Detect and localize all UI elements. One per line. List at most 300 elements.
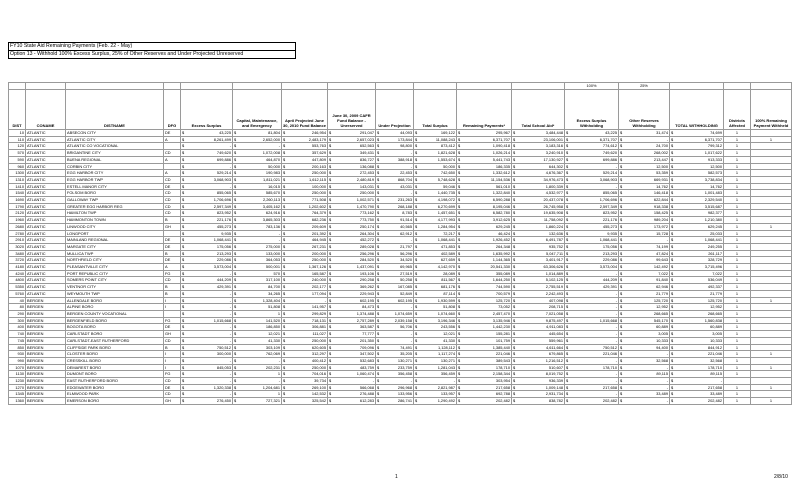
cell-value: 1,290,492: [437, 398, 455, 404]
dollar-sign: $: [234, 197, 237, 203]
table-cell: [670, 130, 724, 137]
cell-value: -: [666, 136, 668, 142]
cell-value: 1: [277, 371, 280, 377]
dollar-sign: $: [566, 156, 569, 162]
cell-value: 89,115: [656, 371, 668, 377]
cell-value: 1,284,954: [437, 223, 455, 229]
cell-value: 250,000: [311, 190, 326, 196]
cell-value: 1,009,148: [545, 384, 563, 390]
table-cell: [414, 371, 457, 378]
table-cell: 1960: [9, 217, 26, 224]
table-cell: [457, 223, 512, 230]
dollar-sign: $: [377, 130, 380, 135]
cell-value: 14,762: [710, 183, 722, 189]
dollar-sign: $: [458, 310, 461, 316]
table-cell: [457, 344, 512, 351]
cell-value: 201,350: [359, 337, 374, 343]
dollar-sign: $: [566, 317, 569, 323]
table-cell: [619, 304, 670, 311]
dollar-sign: $: [458, 351, 461, 357]
table-cell: DE: [164, 130, 181, 137]
empty-cell: [181, 83, 233, 90]
dollar-sign: $: [415, 331, 418, 337]
cell-value: 536,049: [707, 277, 722, 283]
table-cell: [181, 217, 233, 224]
dollar-sign: $: [329, 331, 332, 337]
dollar-sign: $: [458, 364, 461, 370]
table-cell: [233, 310, 282, 317]
table-cell: [512, 371, 565, 378]
cell-value: 356,459: [440, 371, 455, 377]
table-cell: 1: [724, 150, 751, 157]
dollar-sign: $: [377, 337, 380, 343]
table-cell: HAMILTON TWP: [66, 210, 164, 217]
dollar-sign: $: [620, 297, 623, 303]
cell-value: 41,330: [443, 337, 455, 343]
table-cell: GH: [164, 331, 181, 338]
table-cell: [751, 130, 792, 137]
cell-value: 1,072,008: [262, 150, 280, 156]
table-cell: PLEASANTVILLE CITY: [66, 264, 164, 271]
table-row: [9, 243, 792, 250]
cell-value: 39,734: [314, 378, 326, 384]
cell-value: -: [615, 337, 617, 343]
dollar-sign: $: [671, 364, 674, 370]
table-cell: [181, 331, 233, 338]
table-cell: [328, 257, 376, 264]
table-cell: [376, 210, 414, 217]
cell-value: 10,333: [656, 337, 668, 343]
dollar-sign: $: [513, 257, 516, 263]
table-cell: [414, 264, 457, 271]
table-cell: [751, 217, 792, 224]
dollar-sign: $: [182, 351, 185, 357]
dollar-sign: $: [513, 163, 516, 169]
table-cell: [328, 378, 376, 385]
table-cell: [376, 297, 414, 304]
table-cell: 570: [9, 150, 26, 157]
table-row: [9, 223, 792, 230]
table-cell: [751, 150, 792, 157]
cell-value: 627,659: [440, 257, 455, 263]
dollar-sign: $: [283, 217, 286, 223]
table-cell: [233, 304, 282, 311]
dollar-sign: $: [283, 384, 286, 390]
cell-value: 2,242,493: [545, 290, 563, 296]
table-cell: [164, 310, 181, 317]
table-cell: ATLANTIC: [26, 130, 66, 137]
cell-value: 47,824: [656, 250, 668, 256]
cell-value: 202,482: [707, 398, 722, 404]
cell-value: 3,484,448: [545, 130, 563, 135]
table-cell: [565, 150, 619, 157]
table-cell: [328, 143, 376, 150]
table-cell: [751, 277, 792, 284]
table-cell: [565, 264, 619, 271]
table-row: [9, 156, 792, 163]
table-cell: FOLSOM BORO: [66, 190, 164, 197]
table-cell: [282, 136, 328, 143]
column-header: Under Projection: [376, 90, 414, 130]
dollar-sign: $: [329, 277, 332, 283]
table-cell: EGG HARBOR TWP: [66, 176, 164, 183]
dollar-sign: $: [415, 190, 418, 196]
cell-value: 175,056: [602, 243, 617, 249]
table-cell: BERGEN: [26, 324, 66, 331]
cell-value: 12,500: [656, 163, 668, 169]
table-cell: 1: [724, 237, 751, 244]
table-cell: [670, 277, 724, 284]
cell-value: 6,491,787: [545, 237, 563, 243]
table-cell: [181, 176, 233, 183]
dollar-sign: $: [458, 384, 461, 390]
cell-value: 1,811,021: [262, 176, 280, 182]
dollar-sign: $: [283, 183, 286, 189]
column-header: TOTAL WITHHOLDING: [670, 90, 724, 130]
cell-value: 33,489: [710, 391, 722, 397]
cell-value: 133,956: [397, 391, 412, 397]
table-cell: FG: [164, 317, 181, 324]
dollar-sign: $: [620, 398, 623, 404]
empty-cell: [670, 83, 724, 90]
table-cell: [512, 398, 565, 405]
dollar-sign: $: [458, 217, 461, 223]
dollar-sign: $: [283, 150, 286, 156]
cell-value: 169,122: [440, 130, 455, 135]
cell-value: 17,130,927: [543, 156, 563, 162]
cell-value: 22,453: [400, 170, 412, 176]
table-cell: [328, 364, 376, 371]
cell-value: 130,271: [397, 357, 412, 363]
dollar-sign: $: [671, 183, 674, 189]
dollar-sign: $: [415, 351, 418, 357]
table-cell: [233, 237, 282, 244]
column-header: Excess Surplus: [181, 90, 233, 130]
table-cell: [670, 371, 724, 378]
dollar-sign: $: [513, 210, 516, 216]
dollar-sign: $: [513, 203, 516, 209]
cell-value: 1,015,668: [213, 317, 231, 323]
column-header: Capital, Maintenance, and Emergency: [233, 90, 282, 130]
cell-value: 173,844: [397, 136, 412, 142]
cell-value: 250,000: [311, 337, 326, 343]
cell-value: 4,911,083: [545, 324, 563, 330]
table-cell: [414, 317, 457, 324]
cell-value: 23,106,001: [543, 136, 563, 142]
table-cell: [565, 284, 619, 291]
cell-value: 464,945: [311, 237, 326, 243]
table-cell: [670, 176, 724, 183]
cell-value: -: [229, 391, 231, 397]
dollar-sign: $: [671, 136, 674, 142]
cell-value: 1,068,441: [704, 237, 722, 243]
dollar-sign: $: [234, 344, 237, 350]
table-cell: [282, 210, 328, 217]
dollar-sign: $: [182, 398, 185, 404]
cell-value: 221,046: [495, 351, 510, 357]
cell-value: 33,489: [656, 391, 668, 397]
dollar-sign: $: [182, 290, 185, 296]
table-cell: ATLANTIC CO VOCATIONAL: [66, 143, 164, 150]
table-cell: [414, 331, 457, 338]
table-cell: DE: [164, 384, 181, 391]
dollar-sign: $: [671, 398, 674, 404]
table-cell: [670, 357, 724, 364]
cell-value: 303,954: [495, 378, 510, 384]
table-cell: [619, 290, 670, 297]
dollar-sign: $: [415, 203, 418, 209]
table-cell: [619, 170, 670, 177]
table-cell: [282, 304, 328, 311]
cell-value: 296,968: [397, 384, 412, 390]
table-cell: [376, 136, 414, 143]
dollar-sign: $: [620, 176, 623, 182]
cell-value: -: [229, 337, 231, 343]
table-cell: [670, 331, 724, 338]
table-cell: [328, 371, 376, 378]
table-cell: [512, 284, 565, 291]
cell-value: 14,762: [656, 183, 668, 189]
table-cell: ATLANTIC: [26, 136, 66, 143]
table-cell: [328, 297, 376, 304]
table-cell: [328, 210, 376, 217]
dollar-sign: $: [620, 317, 623, 323]
dollar-sign: $: [620, 150, 623, 156]
cell-value: 91,514: [400, 217, 412, 223]
cell-value: 231,263: [397, 197, 412, 203]
dollar-sign: $: [329, 243, 332, 249]
dollar-sign: $: [415, 223, 418, 229]
dollar-sign: $: [620, 357, 623, 363]
table-cell: [457, 250, 512, 257]
dollar-sign: $: [458, 163, 461, 169]
cell-value: 585,670: [265, 190, 280, 196]
table-cell: [181, 310, 233, 317]
dollar-sign: $: [182, 143, 185, 149]
table-cell: [414, 270, 457, 277]
dollar-sign: $: [620, 264, 623, 270]
cell-value: 20,541,330: [490, 264, 510, 270]
table-cell: I: [164, 364, 181, 371]
dollar-sign: $: [415, 150, 418, 156]
table-cell: ATLANTIC: [26, 250, 66, 257]
table-cell: 1: [724, 371, 751, 378]
dollar-sign: $: [377, 230, 380, 236]
dollar-sign: $: [283, 170, 286, 176]
cell-value: 8,261,499: [213, 136, 231, 142]
dollar-sign: $: [377, 170, 380, 176]
table-cell: [282, 357, 328, 364]
table-cell: [282, 230, 328, 237]
cell-value: 644,302: [548, 163, 563, 169]
table-cell: [376, 344, 414, 351]
table-cell: [565, 203, 619, 210]
cell-value: -: [666, 398, 668, 404]
table-cell: [619, 391, 670, 398]
cell-value: 727,321: [265, 398, 280, 404]
dollar-sign: $: [671, 344, 674, 350]
cell-value: 529,214: [602, 170, 617, 176]
table-row: [9, 170, 792, 177]
cell-value: 388,918: [397, 156, 412, 162]
table-row: [9, 364, 792, 371]
cell-value: 74,199: [656, 243, 668, 249]
table-cell: [414, 130, 457, 137]
cell-value: 21,779: [656, 290, 668, 296]
dollar-sign: $: [234, 270, 237, 276]
cell-value: 50,000: [268, 163, 280, 169]
table-cell: GH: [164, 223, 181, 230]
dollar-sign: $: [283, 324, 286, 330]
cell-value: 749,620: [602, 150, 617, 156]
table-cell: [512, 136, 565, 143]
dollar-sign: $: [182, 384, 185, 390]
table-cell: [328, 290, 376, 297]
cell-value: 290,258: [359, 277, 374, 283]
cell-value: 173,972: [653, 223, 668, 229]
table-cell: [328, 197, 376, 204]
cell-value: 43,225: [605, 130, 617, 135]
cell-value: 59,046: [443, 183, 455, 189]
cell-value: 2,757,289: [356, 317, 374, 323]
cell-value: 233,759: [397, 364, 412, 370]
dollar-sign: $: [415, 270, 418, 276]
table-cell: [233, 143, 282, 150]
cell-value: 289,028: [359, 243, 374, 249]
cell-value: 217,658: [707, 384, 722, 390]
table-cell: [328, 217, 376, 224]
table-cell: [282, 270, 328, 277]
table-cell: 1: [724, 270, 751, 277]
cell-value: 4,676,367: [545, 170, 563, 176]
table-cell: [181, 203, 233, 210]
cell-value: 202,482: [602, 398, 617, 404]
cell-value: 629,245: [707, 223, 722, 229]
table-cell: BERGEN: [26, 391, 66, 398]
table-cell: [376, 391, 414, 398]
cell-value: 31,474: [656, 130, 668, 135]
dollar-sign: $: [415, 243, 418, 249]
table-cell: ATLANTIC: [26, 176, 66, 183]
cell-value: 221,046: [707, 351, 722, 357]
table-row: [9, 304, 792, 311]
table-cell: [414, 163, 457, 170]
table-cell: [233, 190, 282, 197]
cell-value: 3,865,303: [262, 217, 280, 223]
table-cell: EDGEWATER BORO: [66, 384, 164, 391]
cell-value: 268,665: [653, 310, 668, 316]
cell-value: 771,508: [311, 197, 326, 203]
table-cell: [376, 398, 414, 405]
table-cell: ATLANTIC: [26, 277, 66, 284]
table-cell: [670, 384, 724, 391]
table-cell: [751, 371, 792, 378]
table-cell: CD: [164, 337, 181, 344]
table-cell: EGG HARBOR CITY: [66, 170, 164, 177]
dollar-sign: $: [415, 324, 418, 330]
cell-value: 200,000: [311, 250, 326, 256]
dollar-sign: $: [513, 143, 516, 149]
table-cell: [233, 324, 282, 331]
table-cell: [565, 136, 619, 143]
table-cell: [670, 364, 724, 371]
table-cell: [282, 130, 328, 137]
table-cell: [457, 297, 512, 304]
cell-value: 3,196,346: [437, 317, 455, 323]
dollar-sign: $: [458, 210, 461, 216]
table-cell: [619, 156, 670, 163]
table-cell: FG: [164, 270, 181, 277]
table-cell: [670, 398, 724, 405]
cell-value: 699,886: [216, 156, 231, 162]
table-cell: [751, 203, 792, 210]
cell-value: 838,782: [548, 398, 563, 404]
dollar-sign: $: [671, 223, 674, 229]
cell-value: 1: [277, 310, 280, 316]
table-cell: [282, 324, 328, 331]
table-cell: [670, 143, 724, 150]
table-cell: [751, 357, 792, 364]
dollar-sign: $: [329, 190, 332, 196]
table-cell: EAST RUTHERFORD BORO: [66, 378, 164, 385]
cell-value: 844,912: [707, 344, 722, 350]
cell-value: 295,967: [495, 130, 510, 135]
table-cell: [181, 210, 233, 217]
table-cell: [181, 183, 233, 190]
dollar-sign: $: [329, 250, 332, 256]
dollar-sign: $: [329, 156, 332, 162]
cell-value: 718,131: [311, 317, 326, 323]
table-cell: 1: [724, 304, 751, 311]
dollar-sign: $: [415, 384, 418, 390]
table-cell: [565, 384, 619, 391]
table-cell: [181, 317, 233, 324]
cell-value: -: [410, 331, 412, 337]
table-cell: 1: [724, 284, 751, 291]
table-cell: [414, 197, 457, 204]
table-cell: [164, 230, 181, 237]
cell-value: 133,957: [440, 391, 455, 397]
dollar-sign: $: [234, 317, 237, 323]
cell-value: 328,729: [707, 257, 722, 263]
cell-value: -: [666, 351, 668, 357]
cell-value: 325,542: [311, 398, 326, 404]
dollar-sign: $: [283, 130, 286, 135]
cell-value: 1,322,840: [492, 190, 510, 196]
dollar-sign: $: [671, 317, 674, 323]
cell-value: 364,053: [265, 257, 280, 263]
table-cell: [724, 378, 751, 385]
dollar-sign: $: [513, 237, 516, 243]
dollar-sign: $: [234, 277, 237, 283]
table-cell: [457, 217, 512, 224]
table-cell: [328, 324, 376, 331]
dollar-sign: $: [513, 337, 516, 343]
cell-value: 15,728: [656, 230, 668, 236]
dollar-sign: $: [415, 183, 418, 189]
table-cell: WEYMOUTH TWP: [66, 290, 164, 297]
dollar-sign: $: [182, 210, 185, 216]
percentage-row: [9, 83, 792, 90]
cell-value: -: [229, 270, 231, 276]
table-cell: 1: [724, 156, 751, 163]
table-row: [9, 344, 792, 351]
cell-value: 349,431: [359, 150, 374, 156]
cell-value: 1,202,602: [308, 203, 326, 209]
cell-value: 1,821,628: [437, 150, 455, 156]
dollar-sign: $: [620, 203, 623, 209]
cell-value: 1,706,696: [599, 197, 617, 203]
